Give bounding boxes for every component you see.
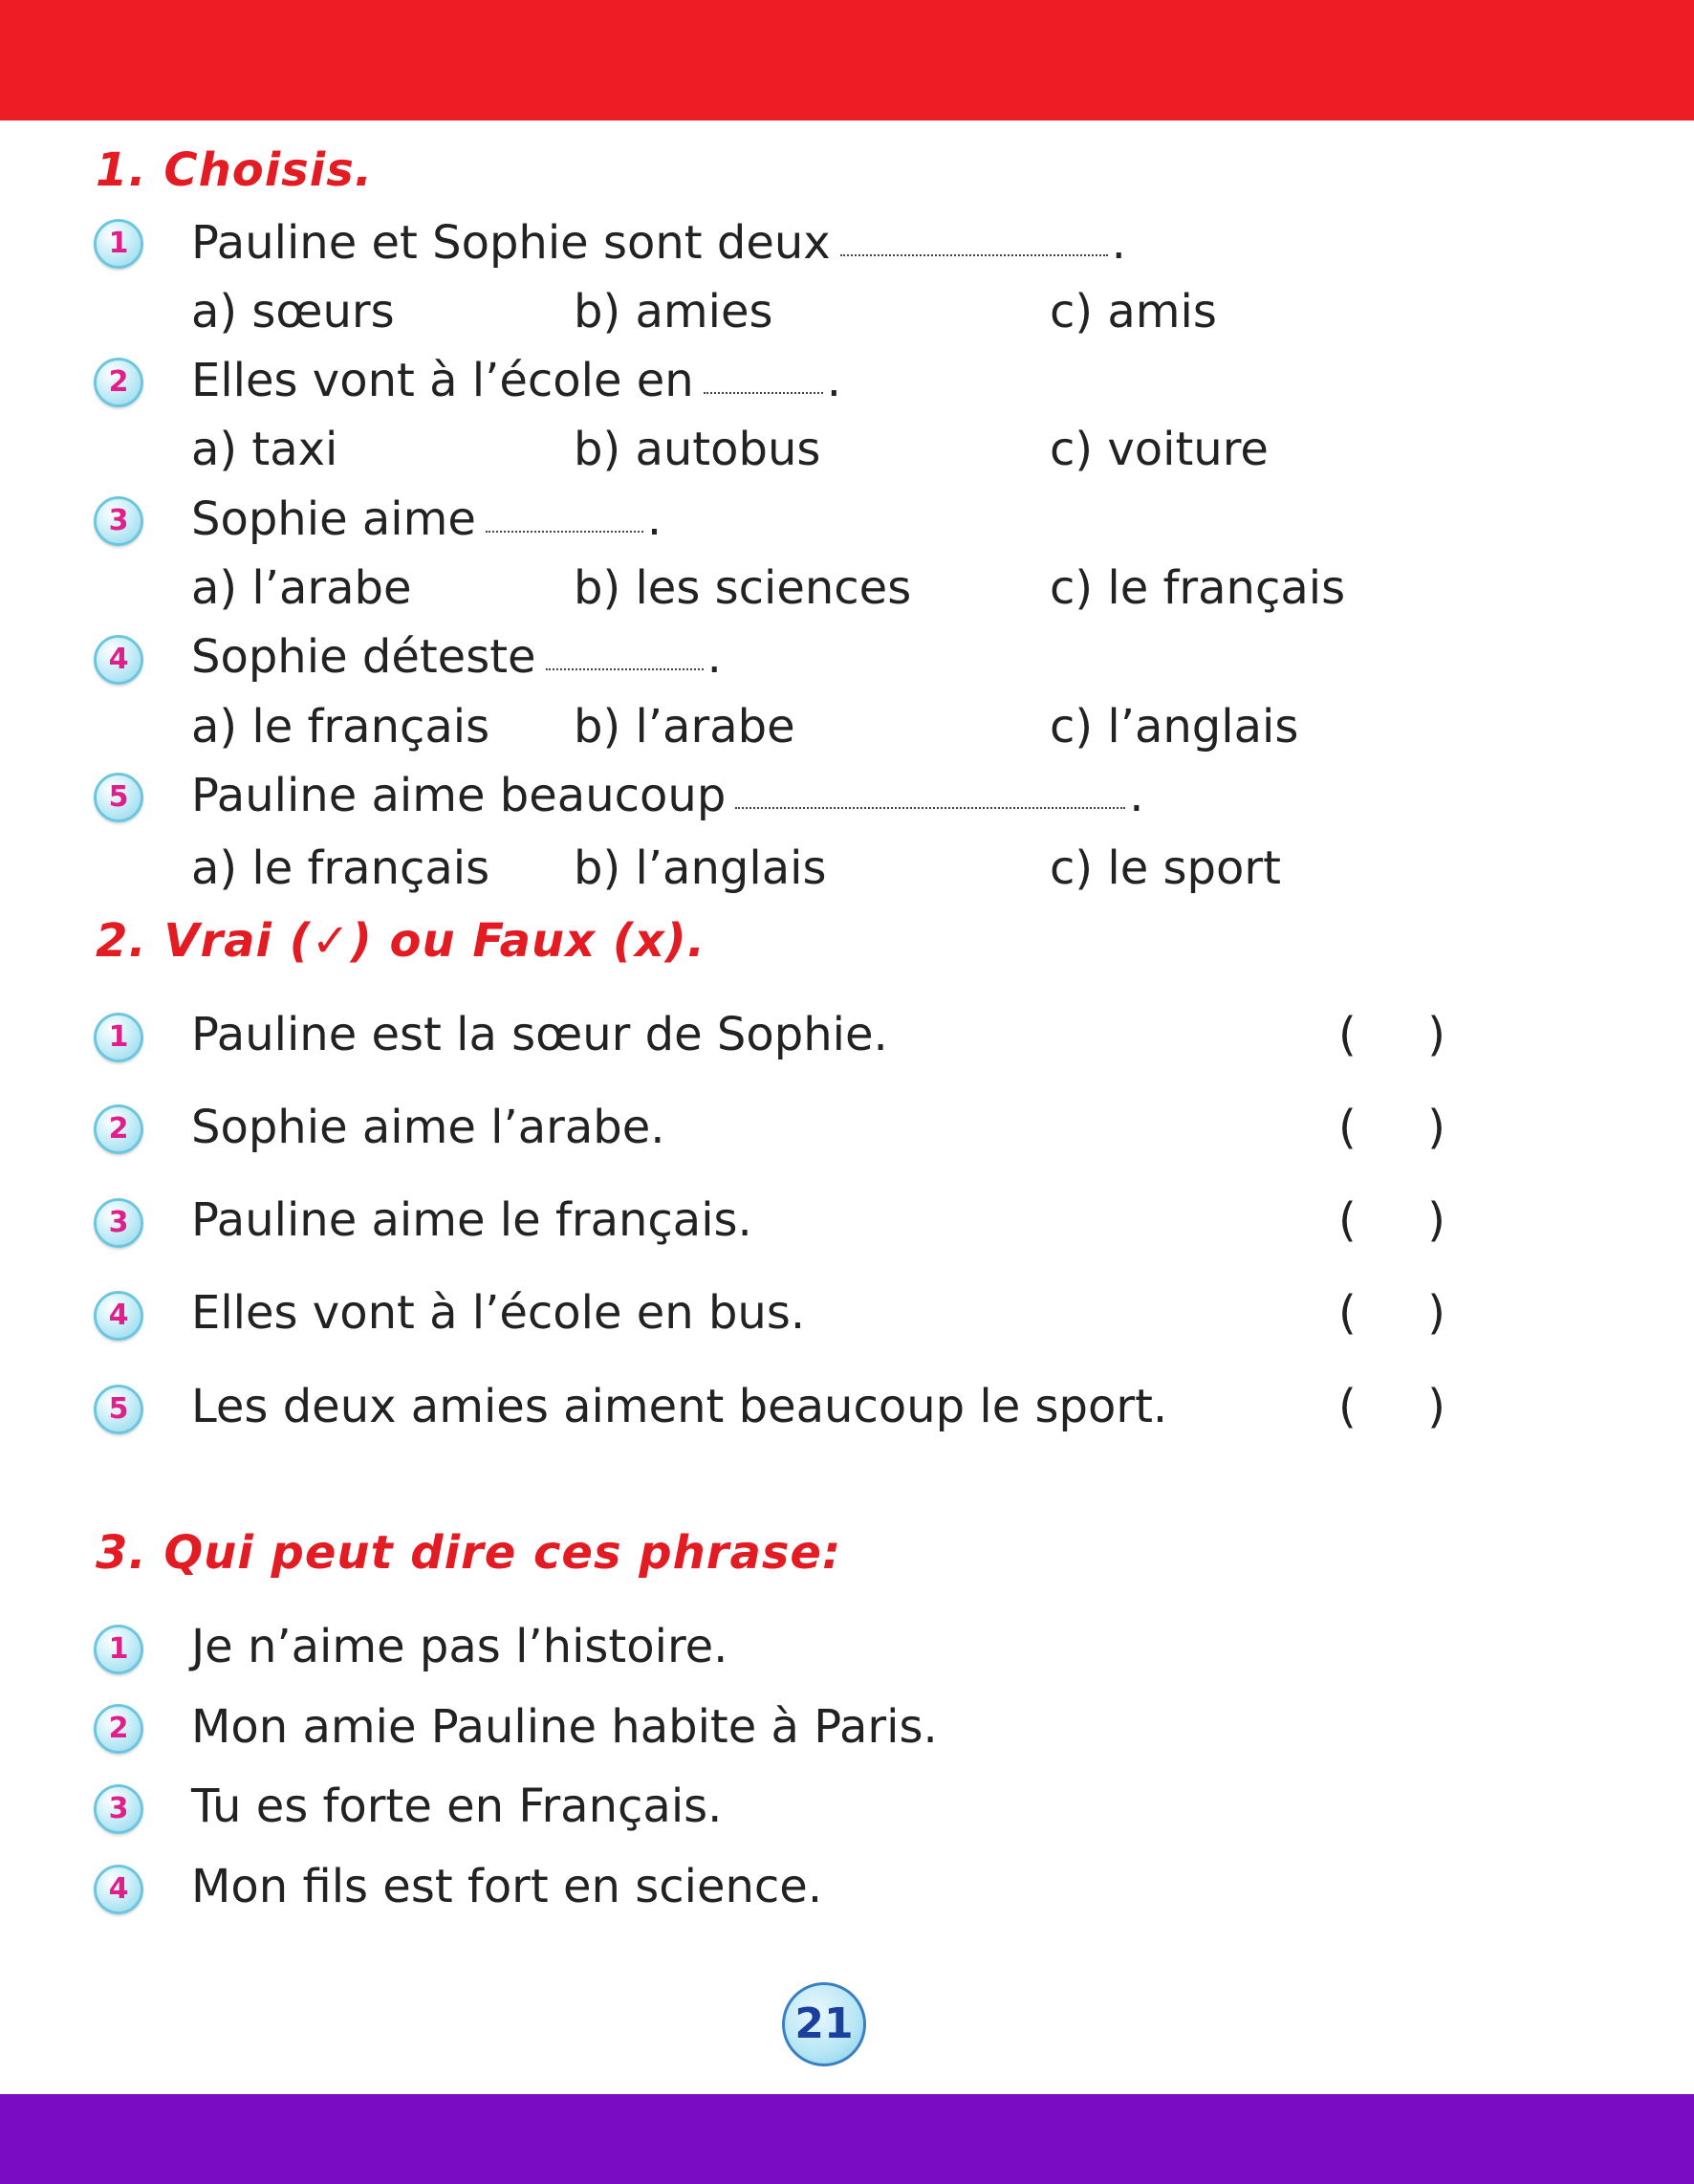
option-a[interactable]: a) le français	[191, 841, 490, 895]
answer-blank[interactable]	[735, 807, 1125, 809]
question-number: 4	[94, 635, 143, 685]
option-b[interactable]: b) l’anglais	[574, 841, 827, 895]
question-text: Pauline et Sophie sont deux .	[191, 216, 1126, 270]
question-text: Pauline aime beaucoup .	[191, 769, 1144, 822]
statement-text: Elles vont à l’école en bus.	[191, 1286, 806, 1340]
answer-parentheses[interactable]: ( )	[1338, 1101, 1445, 1154]
answer-blank[interactable]	[546, 668, 704, 670]
statement-text: Pauline aime le français.	[191, 1193, 752, 1247]
option-b[interactable]: b) autobus	[574, 423, 821, 476]
statement-number: 3	[94, 1198, 143, 1248]
question-text: Sophie aime .	[191, 492, 662, 546]
question-number: 2	[94, 358, 143, 407]
phrase-text: Mon fils est fort en science.	[191, 1860, 823, 1913]
statement-number: 4	[94, 1291, 143, 1341]
statement-number: 1	[94, 1013, 143, 1062]
question-text: Sophie déteste .	[191, 630, 722, 684]
top-color-bar	[0, 0, 1694, 120]
option-b[interactable]: b) les sciences	[574, 561, 912, 615]
option-c[interactable]: c) l’anglais	[1050, 700, 1299, 753]
phrase-number: 4	[94, 1865, 143, 1914]
bottom-color-bar	[0, 2094, 1694, 2184]
phrase-number: 1	[94, 1625, 143, 1674]
option-c[interactable]: c) amis	[1050, 285, 1217, 339]
option-b[interactable]: b) amies	[574, 285, 773, 339]
phrase-text: Tu es forte en Français.	[191, 1780, 723, 1833]
option-a[interactable]: a) taxi	[191, 423, 338, 476]
statement-number: 5	[94, 1385, 143, 1434]
page-number: 21	[782, 1982, 866, 2066]
section3-title: 3. Qui peut dire ces phrase:	[96, 1526, 842, 1580]
statement-text: Les deux amies aiment beaucoup le sport.	[191, 1380, 1168, 1433]
option-a[interactable]: a) le français	[191, 700, 490, 753]
option-a[interactable]: a) l’arabe	[191, 561, 412, 615]
phrase-text: Je n’aime pas l’histoire.	[191, 1620, 728, 1673]
statement-text: Pauline est la sœur de Sophie.	[191, 1008, 888, 1061]
question-number: 3	[94, 496, 143, 546]
phrase-number: 2	[94, 1704, 143, 1754]
statement-number: 2	[94, 1104, 143, 1154]
option-c[interactable]: c) le sport	[1050, 841, 1281, 895]
question-number: 1	[94, 219, 143, 269]
question-text: Elles vont à l’école en .	[191, 354, 841, 407]
option-b[interactable]: b) l’arabe	[574, 700, 795, 753]
statement-text: Sophie aime l’arabe.	[191, 1101, 665, 1154]
phrase-number: 3	[94, 1784, 143, 1834]
section1-title: 1. Choisis.	[96, 143, 373, 197]
option-a[interactable]: a) sœurs	[191, 285, 395, 339]
answer-blank[interactable]	[486, 531, 643, 533]
phrase-text: Mon amie Pauline habite à Paris.	[191, 1700, 938, 1754]
answer-blank[interactable]	[840, 254, 1108, 256]
option-c[interactable]: c) voiture	[1050, 423, 1269, 476]
answer-blank[interactable]	[704, 392, 823, 394]
answer-parentheses[interactable]: ( )	[1338, 1286, 1445, 1340]
answer-parentheses[interactable]: ( )	[1338, 1380, 1445, 1433]
answer-parentheses[interactable]: ( )	[1338, 1008, 1445, 1061]
question-number: 5	[94, 773, 143, 822]
option-c[interactable]: c) le français	[1050, 561, 1346, 615]
answer-parentheses[interactable]: ( )	[1338, 1193, 1445, 1247]
section2-title: 2. Vrai (✓) ou Faux (x).	[96, 914, 706, 968]
